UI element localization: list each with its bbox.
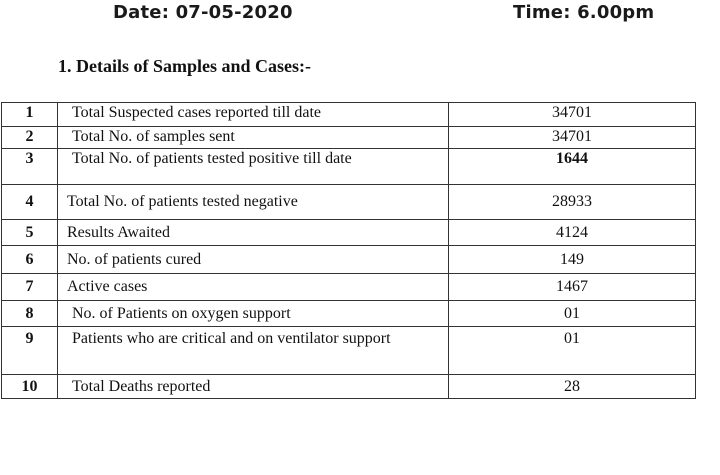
table-row bbox=[2, 375, 696, 399]
table-row bbox=[2, 220, 696, 246]
row-value: 28 bbox=[449, 375, 696, 399]
table-row bbox=[2, 149, 696, 185]
row-label: Total No. of patients tested positive till date bbox=[58, 149, 449, 185]
row-value: 1467 bbox=[449, 274, 696, 301]
row-number: 9 bbox=[2, 327, 58, 375]
report-time: Time: 6.00pm bbox=[513, 2, 655, 23]
row-value: 34701 bbox=[449, 103, 696, 127]
row-number: 2 bbox=[2, 127, 58, 149]
row-label: Active cases bbox=[58, 274, 449, 301]
samples-cases-table bbox=[1, 102, 696, 399]
section-title: 1. Details of Samples and Cases:- bbox=[58, 56, 312, 76]
row-label: Patients who are critical and on ventilator support bbox=[58, 327, 449, 375]
row-number: 6 bbox=[2, 246, 58, 274]
row-label: No. of Patients on oxygen support bbox=[58, 301, 449, 327]
table-row bbox=[2, 246, 696, 274]
table-row bbox=[2, 185, 696, 220]
row-number: 3 bbox=[2, 149, 58, 185]
row-number: 5 bbox=[2, 220, 58, 246]
row-label: Total No. of samples sent bbox=[58, 127, 449, 149]
table-row bbox=[2, 327, 696, 375]
row-value: 1644 bbox=[449, 149, 696, 185]
row-label: Results Awaited bbox=[58, 220, 449, 246]
row-value: 01 bbox=[449, 327, 696, 375]
row-value: 149 bbox=[449, 246, 696, 274]
row-number: 7 bbox=[2, 274, 58, 301]
table-row bbox=[2, 274, 696, 301]
row-value: 01 bbox=[449, 301, 696, 327]
table-row bbox=[2, 301, 696, 327]
row-number: 1 bbox=[2, 103, 58, 127]
row-number: 10 bbox=[2, 375, 58, 399]
report-date: Date: 07-05-2020 bbox=[113, 2, 293, 23]
row-label: Total Suspected cases reported till date bbox=[58, 103, 449, 127]
row-value: 28933 bbox=[449, 185, 696, 220]
row-label: Total Deaths reported bbox=[58, 375, 449, 399]
row-number: 8 bbox=[2, 301, 58, 327]
table-row bbox=[2, 127, 696, 149]
row-value: 34701 bbox=[449, 127, 696, 149]
row-label: No. of patients cured bbox=[58, 246, 449, 274]
row-value: 4124 bbox=[449, 220, 696, 246]
row-number: 4 bbox=[2, 185, 58, 220]
table-row bbox=[2, 103, 696, 127]
row-label: Total No. of patients tested negative bbox=[58, 185, 449, 220]
